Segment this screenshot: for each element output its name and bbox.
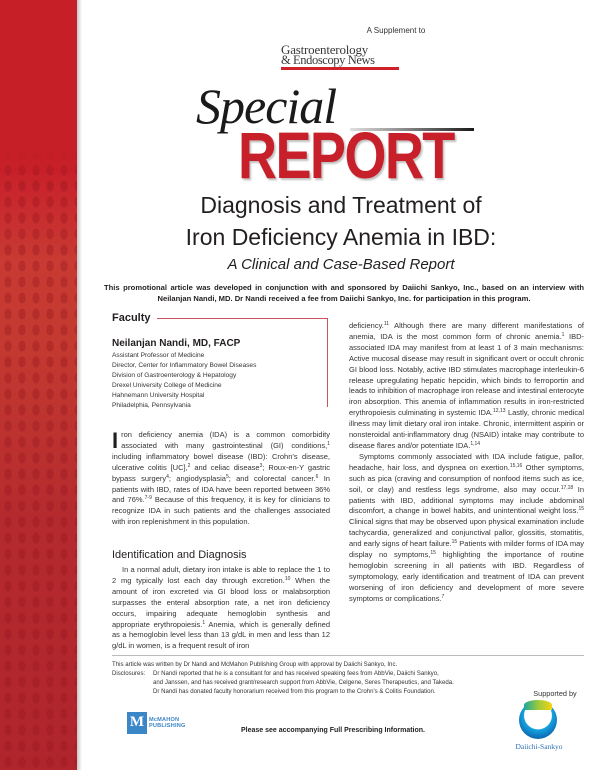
faculty-line: Drexel University College of Medicine xyxy=(112,382,222,389)
faculty-line: Division of Gastroenterology & Hepatology xyxy=(112,372,237,379)
drop-cap: I xyxy=(112,428,119,453)
special-word: Special xyxy=(196,78,337,134)
faculty-line: Philadelphia, Pennsylvania xyxy=(112,402,191,409)
prescribing-info-note: Please see accompanying Full Prescribing Information. xyxy=(241,727,425,734)
report-word: REPORT xyxy=(238,118,454,192)
sponsor-name: Daiichi-Sankyo xyxy=(515,742,563,751)
faculty-line: Director, Center for Inflammatory Bowel Diseases xyxy=(112,362,257,369)
side-bar-shadow xyxy=(77,0,82,770)
body-paragraph-1: Iron deficiency anemia (IDA) is a common comorbidity associated with many gastrointestinal (GI) conditions,$^1$ including inflammatory bowel disease (IBD): Crohn's disease, ulcerative colitis [UC],$^2$ and celiac disease$^3$; Roux-en-Y gastric bypass surgery$^4$; angiodysplasia$^5$; and colorectal cancer.$^6$ In patients with IBD, rates of IDA have been reported between 36% and 76%.$^{7-9}$ Because of this frequency, it is key for clinicians to recognize IDA in such patients and the challenges associated with iron replenishment in this population. xyxy=(112,428,330,527)
written-by-note: This article was written by Dr Nandi and McMahon Publishing Group with approval by Daiichi Sankyo, Inc. xyxy=(112,661,398,668)
daiichi-sankyo-logo-icon xyxy=(519,701,557,739)
page-title-line1: Diagnosis and Treatment of xyxy=(200,192,482,218)
journal-underline xyxy=(281,67,399,70)
journal-name-line2: & Endoscopy News xyxy=(281,53,375,67)
faculty-affiliations xyxy=(112,351,256,411)
faculty-name: Neilanjan Nandi, MD, FACP xyxy=(112,338,241,349)
mcmahon-publishing-logo xyxy=(127,712,186,734)
faculty-heading: Faculty xyxy=(112,312,157,324)
faculty-line: Hahnemann University Hospital xyxy=(112,392,205,399)
sponsorship-statement: This promotional article was developed in conjunction with and sponsored by Daiichi Sankyo, Inc., based on an interview with Neilanjan Nandi, MD. Dr Nandi received a fee from Daiichi Sankyo, Inc. for participation in this program. xyxy=(104,283,584,303)
supplement-label: A Supplement to xyxy=(366,26,426,35)
mcmahon-m-icon xyxy=(127,712,147,734)
supported-by-label: Supported by xyxy=(533,689,577,698)
disclosure-line: and Janssen, and has received grant/research support from AbbVie, Celgene, Seres Therapeutics, and Takeda. xyxy=(153,679,454,686)
disclosure-line: Dr Nandi has donated faculty honorarium received from this program to the Crohn's & Colitis Foundation. xyxy=(153,688,436,695)
section-heading: Identification and Diagnosis xyxy=(112,549,247,561)
disclosures-label: Disclosures: xyxy=(112,670,146,677)
publisher-name-line2: PUBLISHING xyxy=(149,723,186,729)
journal-name-line1: Gastroenterology xyxy=(281,42,369,57)
body-paragraph-2: In a normal adult, dietary iron intake is able to replace the 1 to 2 mg typically lost each day through excretion.$^{10}$ When the amount of iron excreted via GI blood loss or malabsorption surpasses the enteral absorption rate, a net iron deficiency occurs, impairing adequate hemoglobin synthesis and appropriate erythropoiesis.$^1$ Anemia, which is generally defined as a hemoglobin level less than 13 g/dL in men and less than 12 g/dL in women, is a frequent result of iron xyxy=(112,565,331,651)
footer-divider xyxy=(112,655,584,656)
page-title-line2: Iron Deficiency Anemia in IBD: xyxy=(185,224,497,250)
page-subtitle: A Clinical and Case-Based Report xyxy=(227,256,455,273)
publisher-name-line1: McMAHON xyxy=(149,716,180,723)
journal-logo xyxy=(281,44,403,70)
faculty-line: Assistant Professor of Medicine xyxy=(112,352,205,359)
disclosure-line: Dr Nandi reported that he is a consultant for and has received speaking fees from AbbVie, Daiichi Sankyo, xyxy=(153,670,439,677)
body-paragraph-3: deficiency.$^{11}$ Although there are many different manifestations of anemia, IDA is the most common form of chronic anemia.$^1$ IBD-associated IDA may manifest from at least 1 of 3 main mechanisms: Active mucosal disease may result in significant overt or occult chronic GI blood loss. Notably, active IBD stimulates macrophage interleukin-6 release upregulating hepatic hepcidin, which binds to ferroportin and leads to inhibition of macrophage iron release and intestinal enterocyte iron absorption. This anemia of inflammation results in iron-restricted erythropoiesis culminating in systemic IDA.$^{12,13}$ Lastly, chronic medical illness may limit dietary oral iron intake. Chronic, intermittent aspirin or nonsteroidal anti-inflammatory drug (NSAID) intake may contribute to disease flares and/or potentiate IDA.$^{1,14}$ Symptoms commonly associated with IDA include fatigue, pallor, headache, hair loss, and dyspnea on exertion.$^{15,16}$ Other symptoms, such as pica (craving and consumption of nonfood items such as ice, soil, or clay) and restless legs syndrome, also may occur.$^{17,18}$ In patients with IBD, additional symptoms may include abdominal discomfort, a change in bowel habits, and unintentional weight loss.$^{15}$ Clinical signs that may be observed upon physical examination include tachycardia, generalized and conjunctival pallor, glossitis, stomatitis, and early signs of heart failure.$^{15}$ Patients with milder forms of IDA may display no symptoms,$^{15}$ highlighting the importance of routine hemoglobin screening in all patients with IBD. Regardless of symptomology, early identification and treatment of IDA can prevent worsening of iron deficiency and development of more severe symptoms or complications.$^7$ xyxy=(349,321,584,603)
